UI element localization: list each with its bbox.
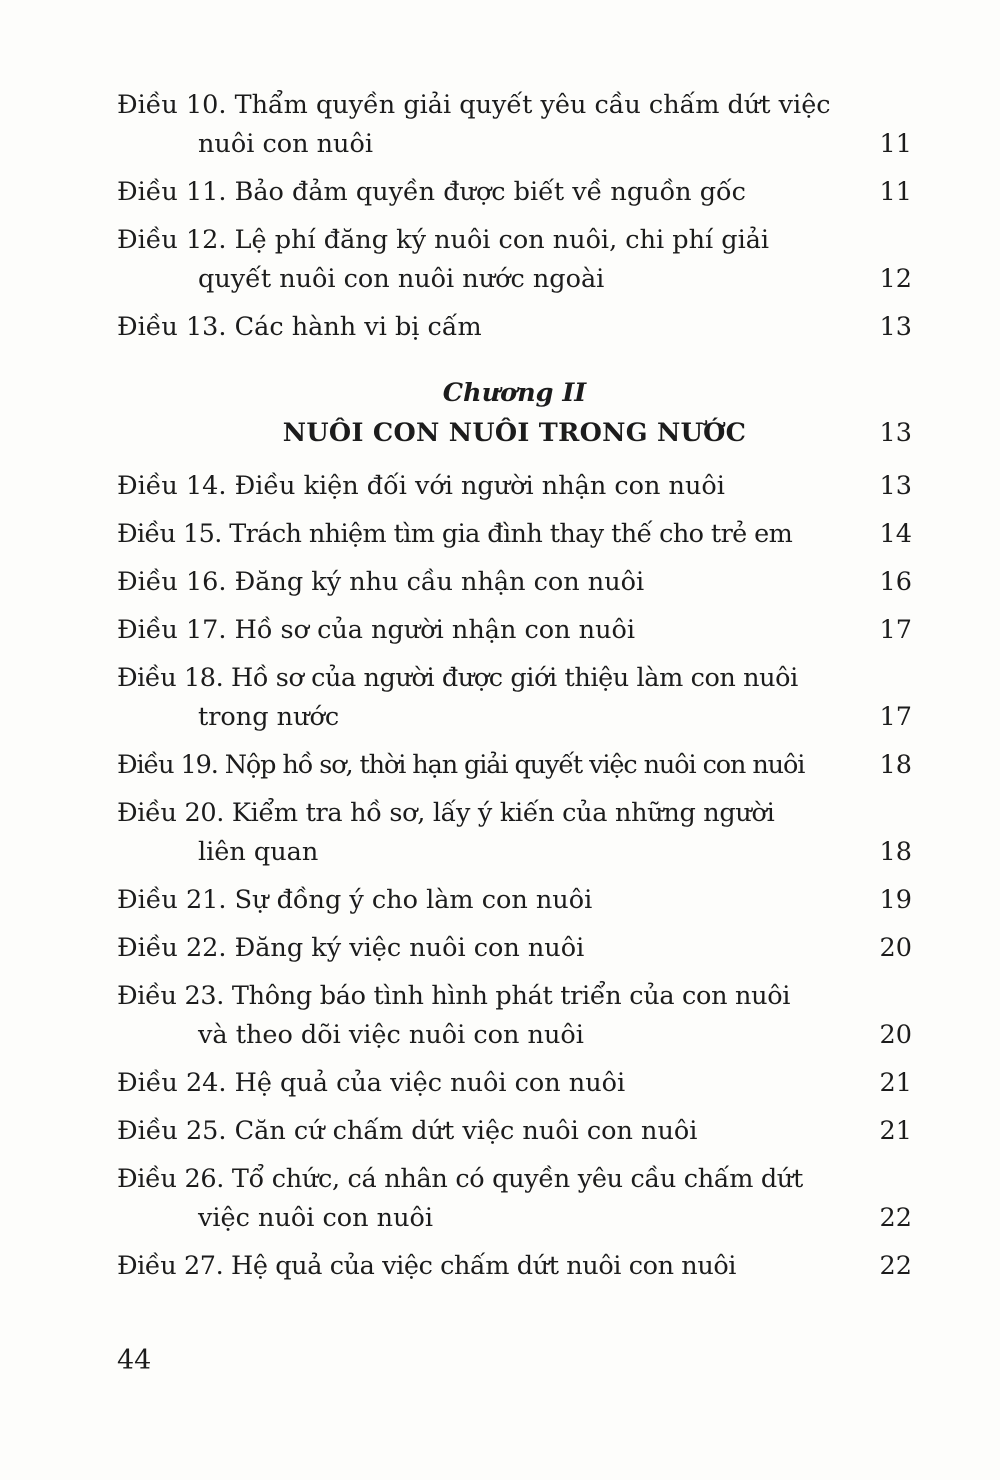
toc-group-before [117, 86, 912, 347]
toc-entry [117, 86, 912, 164]
toc-entry-title: Điều 19. Nộp hồ sơ, thời hạn giải quyết việc nuôi con nuôi [117, 750, 805, 780]
toc-entry-page: 20 [879, 933, 912, 963]
toc-entry [117, 173, 912, 212]
toc-entry [117, 515, 912, 554]
chapter-heading [117, 373, 912, 453]
toc-entry-continuation: và theo dõi việc nuôi con nuôi [198, 1020, 584, 1050]
toc-entry-title: Điều 12. Lệ phí đăng ký nuôi con nuôi, chi phí giải [117, 225, 770, 255]
toc-entry-page: 20 [879, 1020, 912, 1050]
toc-entry-page: 18 [879, 837, 912, 867]
toc-entry [117, 308, 912, 347]
toc-entry [117, 467, 912, 506]
toc-entry-page: 12 [879, 264, 912, 294]
toc-entry-title: Điều 25. Căn cứ chấm dứt việc nuôi con nuôi [117, 1116, 698, 1146]
toc-entry-title: Điều 26. Tổ chức, cá nhân có quyền yêu cầu chấm dứt [117, 1164, 804, 1194]
toc-entry [117, 794, 912, 872]
toc-entry-page: 17 [879, 702, 912, 732]
toc-entry-title: Điều 10. Thẩm quyền giải quyết yêu cầu chấm dứt việc [117, 90, 831, 120]
toc-entry-title: Điều 22. Đăng ký việc nuôi con nuôi [117, 933, 585, 963]
toc-entry [117, 881, 912, 920]
toc-entry-page: 22 [879, 1251, 912, 1281]
toc-entry-page: 13 [879, 471, 912, 501]
toc-entry-title: Điều 24. Hệ quả của việc nuôi con nuôi [117, 1068, 626, 1098]
toc-entry [117, 1064, 912, 1103]
toc-entry [117, 659, 912, 737]
toc-entry-page: 21 [879, 1116, 912, 1146]
toc-entry-page: 16 [879, 567, 912, 597]
toc-group-after [117, 467, 912, 1286]
toc-entry-title: Điều 16. Đăng ký nhu cầu nhận con nuôi [117, 567, 645, 597]
toc-entry-title: Điều 17. Hồ sơ của người nhận con nuôi [117, 615, 635, 645]
table-of-contents [117, 86, 912, 1295]
toc-entry-page: 19 [879, 885, 912, 915]
toc-entry [117, 563, 912, 602]
toc-entry-title: Điều 20. Kiểm tra hồ sơ, lấy ý kiến của những người [117, 798, 775, 828]
toc-entry-title: Điều 18. Hồ sơ của người được giới thiệu làm con nuôi [117, 663, 798, 693]
toc-entry [117, 929, 912, 968]
toc-entry [117, 611, 912, 650]
toc-entry [117, 746, 912, 785]
toc-entry-title: Điều 14. Điều kiện đối với người nhận con nuôi [117, 471, 725, 501]
toc-entry-page: 22 [879, 1203, 912, 1233]
toc-entry [117, 977, 912, 1055]
toc-entry-continuation: trong nước [198, 702, 340, 732]
toc-entry-page: 21 [879, 1068, 912, 1098]
chapter-title: NUÔI CON NUÔI TRONG NƯỚC [282, 418, 747, 448]
toc-entry-title: Điều 11. Bảo đảm quyền được biết về nguồn gốc [117, 177, 746, 207]
toc-entry-page: 11 [879, 129, 912, 159]
toc-entry-continuation: liên quan [198, 837, 319, 867]
page-number: 44 [117, 1345, 152, 1376]
toc-entry [117, 1160, 912, 1238]
toc-entry-continuation: nuôi con nuôi [198, 129, 373, 159]
toc-entry [117, 1247, 912, 1286]
toc-entry-title: Điều 23. Thông báo tình hình phát triển của con nuôi [117, 981, 791, 1011]
toc-entry-title: Điều 15. Trách nhiệm tìm gia đình thay thế cho trẻ em [117, 519, 793, 549]
chapter-page: 13 [879, 418, 912, 448]
toc-entry [117, 221, 912, 299]
toc-entry-page: 17 [879, 615, 912, 645]
toc-entry-page: 18 [879, 750, 912, 780]
toc-entry-continuation: việc nuôi con nuôi [198, 1203, 434, 1233]
toc-entry-page: 11 [879, 177, 912, 207]
toc-entry-continuation: quyết nuôi con nuôi nước ngoài [198, 264, 605, 294]
toc-entry-page: 14 [879, 519, 912, 549]
toc-entry-page: 13 [879, 312, 912, 342]
toc-entry [117, 1112, 912, 1151]
toc-entry-title: Điều 21. Sự đồng ý cho làm con nuôi [117, 885, 593, 915]
toc-entry-title: Điều 13. Các hành vi bị cấm [117, 312, 482, 342]
toc-entry-title: Điều 27. Hệ quả của việc chấm dứt nuôi con nuôi [117, 1251, 737, 1281]
chapter-label: Chương II [442, 378, 587, 408]
